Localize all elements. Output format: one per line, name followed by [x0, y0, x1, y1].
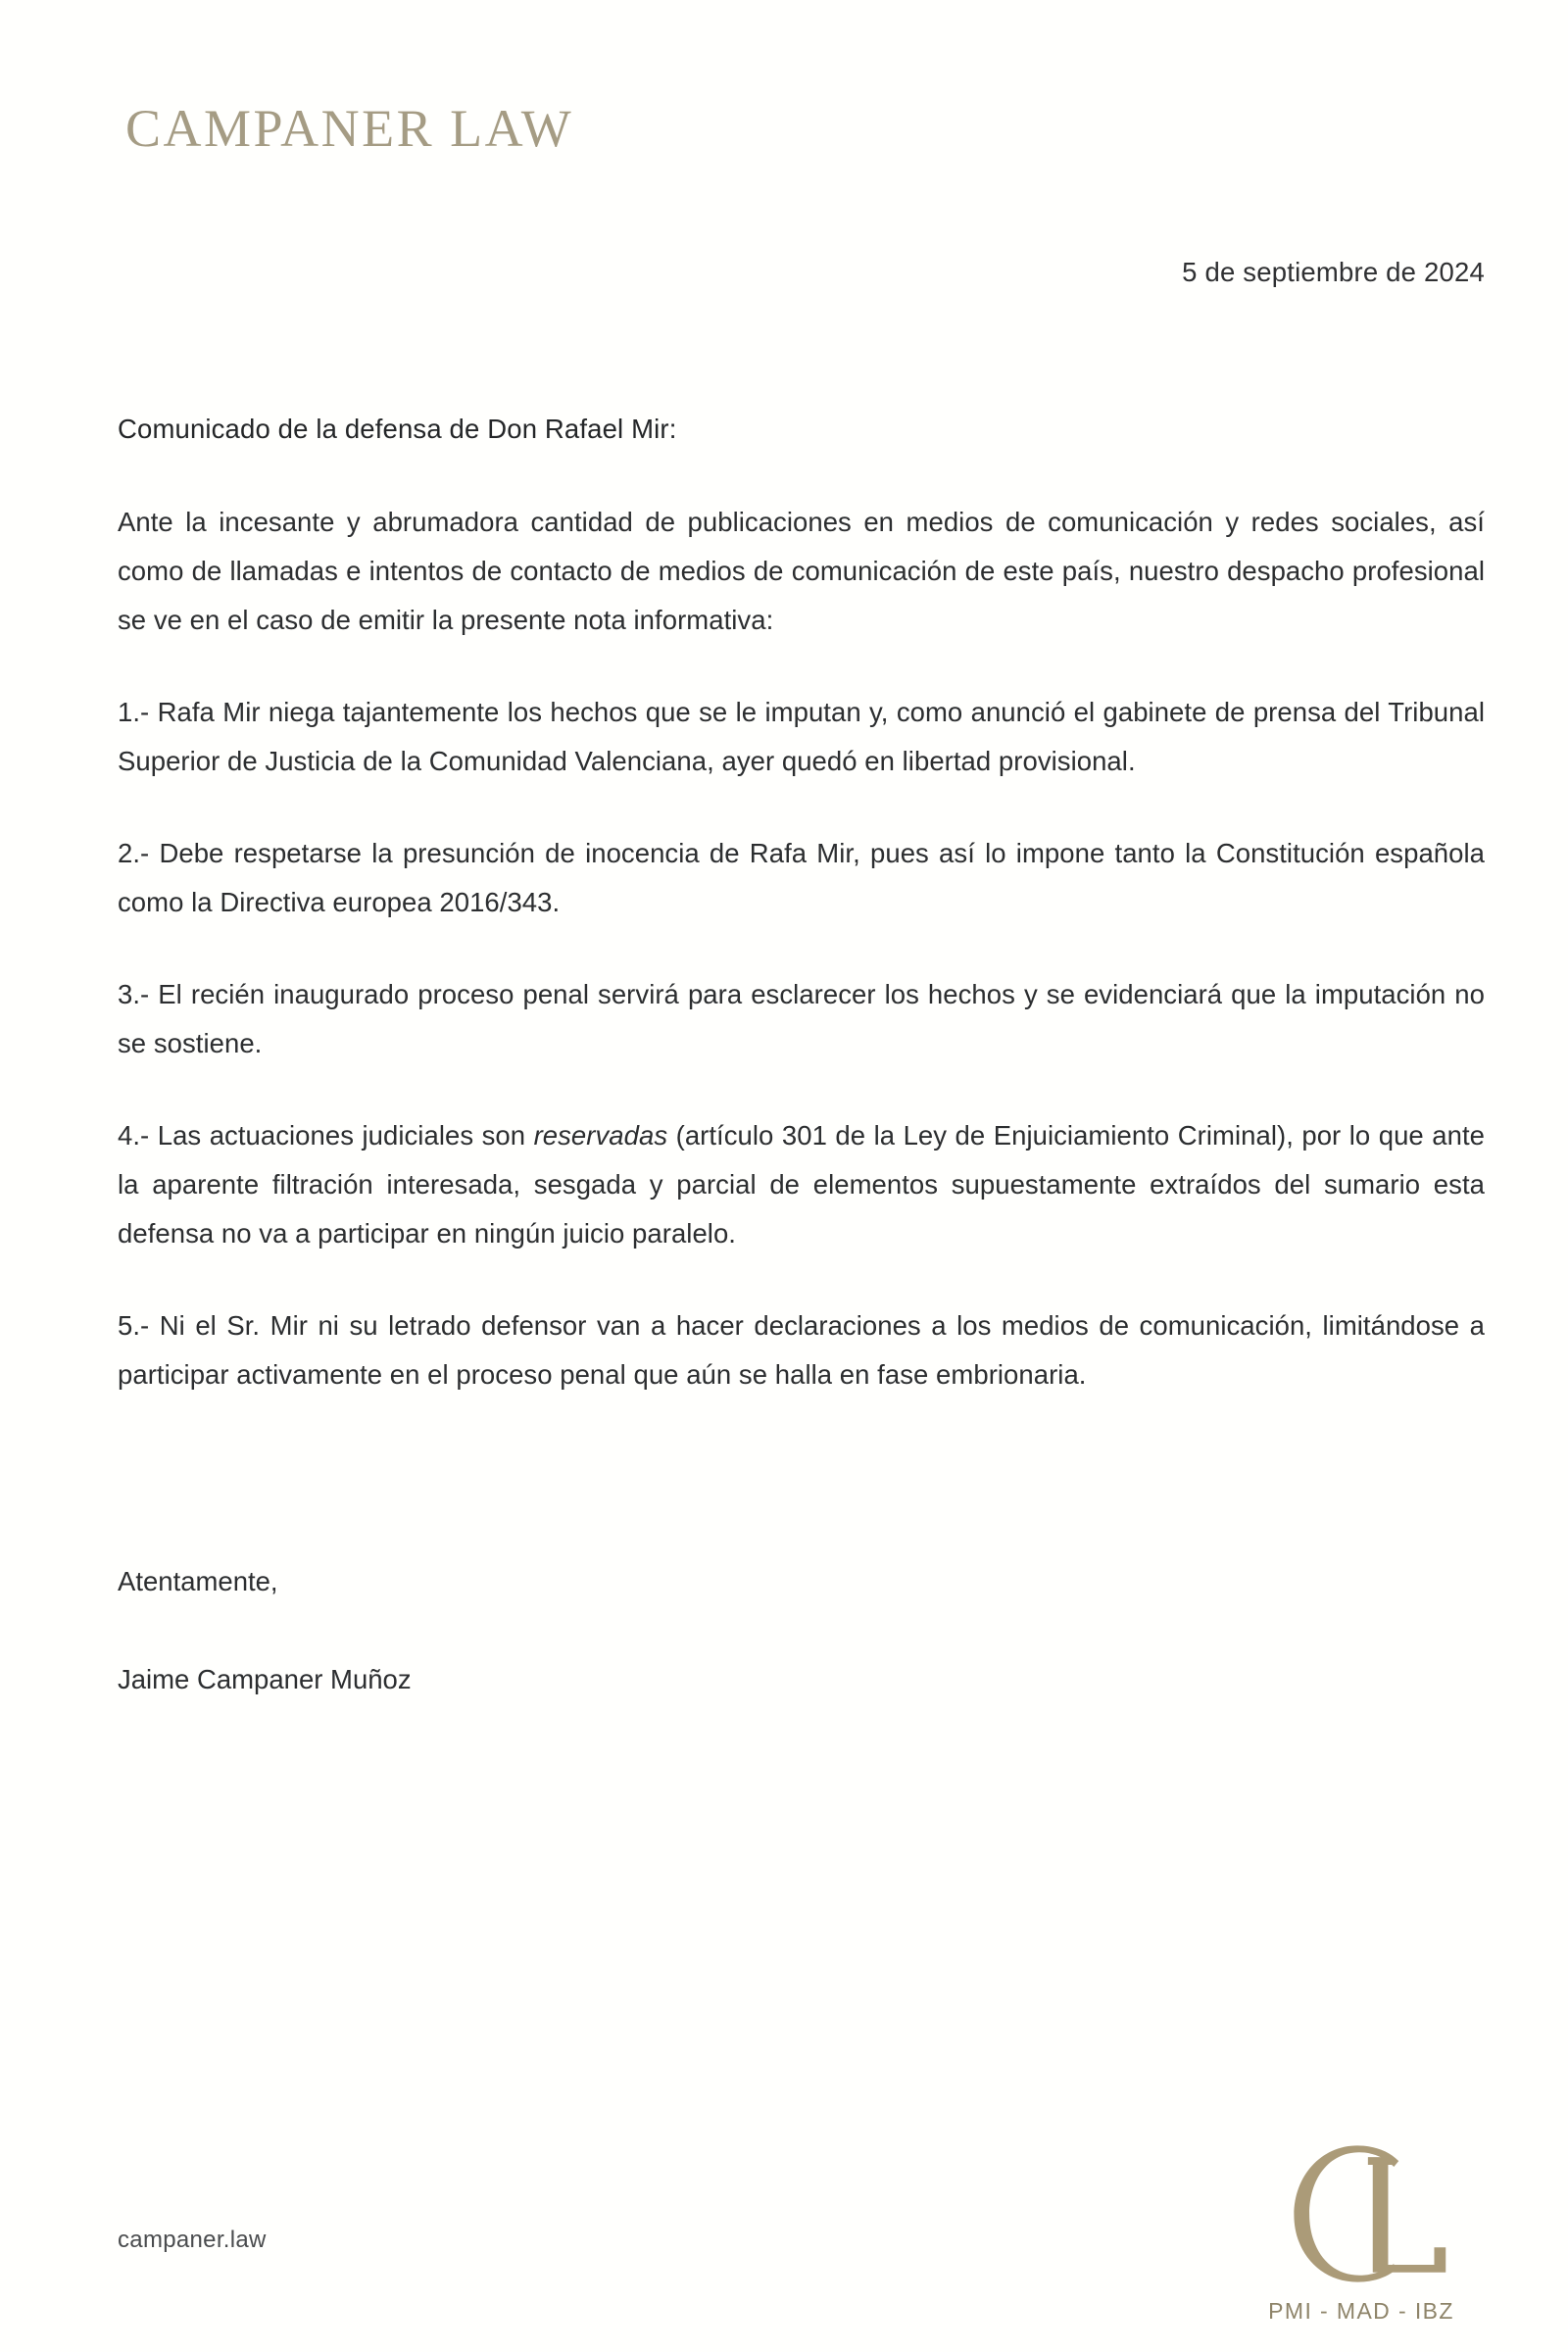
letter-date: 5 de septiembre de 2024 [1182, 257, 1485, 287]
office-codes: PMI - MAD - IBZ [1268, 2298, 1454, 2324]
closing-salutation: Atentamente, [118, 1566, 278, 1596]
letterhead [125, 99, 1007, 172]
point-4-emphasis: reservadas [533, 1119, 668, 1151]
point-4-suffix: (artículo 301 de la Ley de Enjuiciamiento Criminal), por lo que ante la aparente filtración interesada, sesgada y parcial de elementos supuestamente extraídos del sumario esta defensa no va a participar en ningún juicio paralelo. [118, 1119, 1485, 1250]
cl-monogram-icon [1265, 2132, 1457, 2296]
letter-body [118, 416, 1485, 1399]
paragraph-intro: Ante la incesante y abrumadora cantidad de publicaciones en medios de comunicación y redes sociales, así como de llamadas e intentos de contacto de medios de comunicación de este país, nuestro despacho profesional se ve en el caso de emitir la presente nota informativa: [118, 506, 1485, 635]
paragraph-point-4 [118, 1111, 1485, 1258]
paragraph-point-5: 5.- Ni el Sr. Mir ni su letrado defensor van a hacer declaraciones a los medios de comunicación, limitándose a participar activamente en el proceso penal que aún se halla en fase embrionaria. [118, 1310, 1485, 1391]
point-4-prefix: 4.- Las actuaciones judiciales son [118, 1119, 534, 1151]
brand-wordmark: CAMPANER LAW [125, 99, 574, 158]
salutation: Comunicado de la defensa de Don Rafael Mir: [118, 414, 677, 444]
signer-name: Jaime Campaner Muñoz [118, 1663, 412, 1694]
footer-logo-mark [1239, 2132, 1484, 2325]
signature-block [118, 1568, 1000, 1692]
footer-website-url: campaner.law [118, 2227, 267, 2253]
paragraph-point-2: 2.- Debe respetarse la presunción de inocencia de Rafa Mir, pues así lo impone tanto la Constitución española como la Directiva europea 2016/343. [118, 837, 1485, 917]
paragraph-point-3: 3.- El recién inaugurado proceso penal servirá para esclarecer los hechos y se evidenciará que la imputación no se sostiene. [118, 978, 1485, 1058]
paragraph-point-1: 1.- Rafa Mir niega tajantemente los hechos que se le imputan y, como anunció el gabinete de prensa del Tribunal Superior de Justicia de la Comunidad Valenciana, ayer quedó en libertad provisional. [118, 696, 1485, 776]
